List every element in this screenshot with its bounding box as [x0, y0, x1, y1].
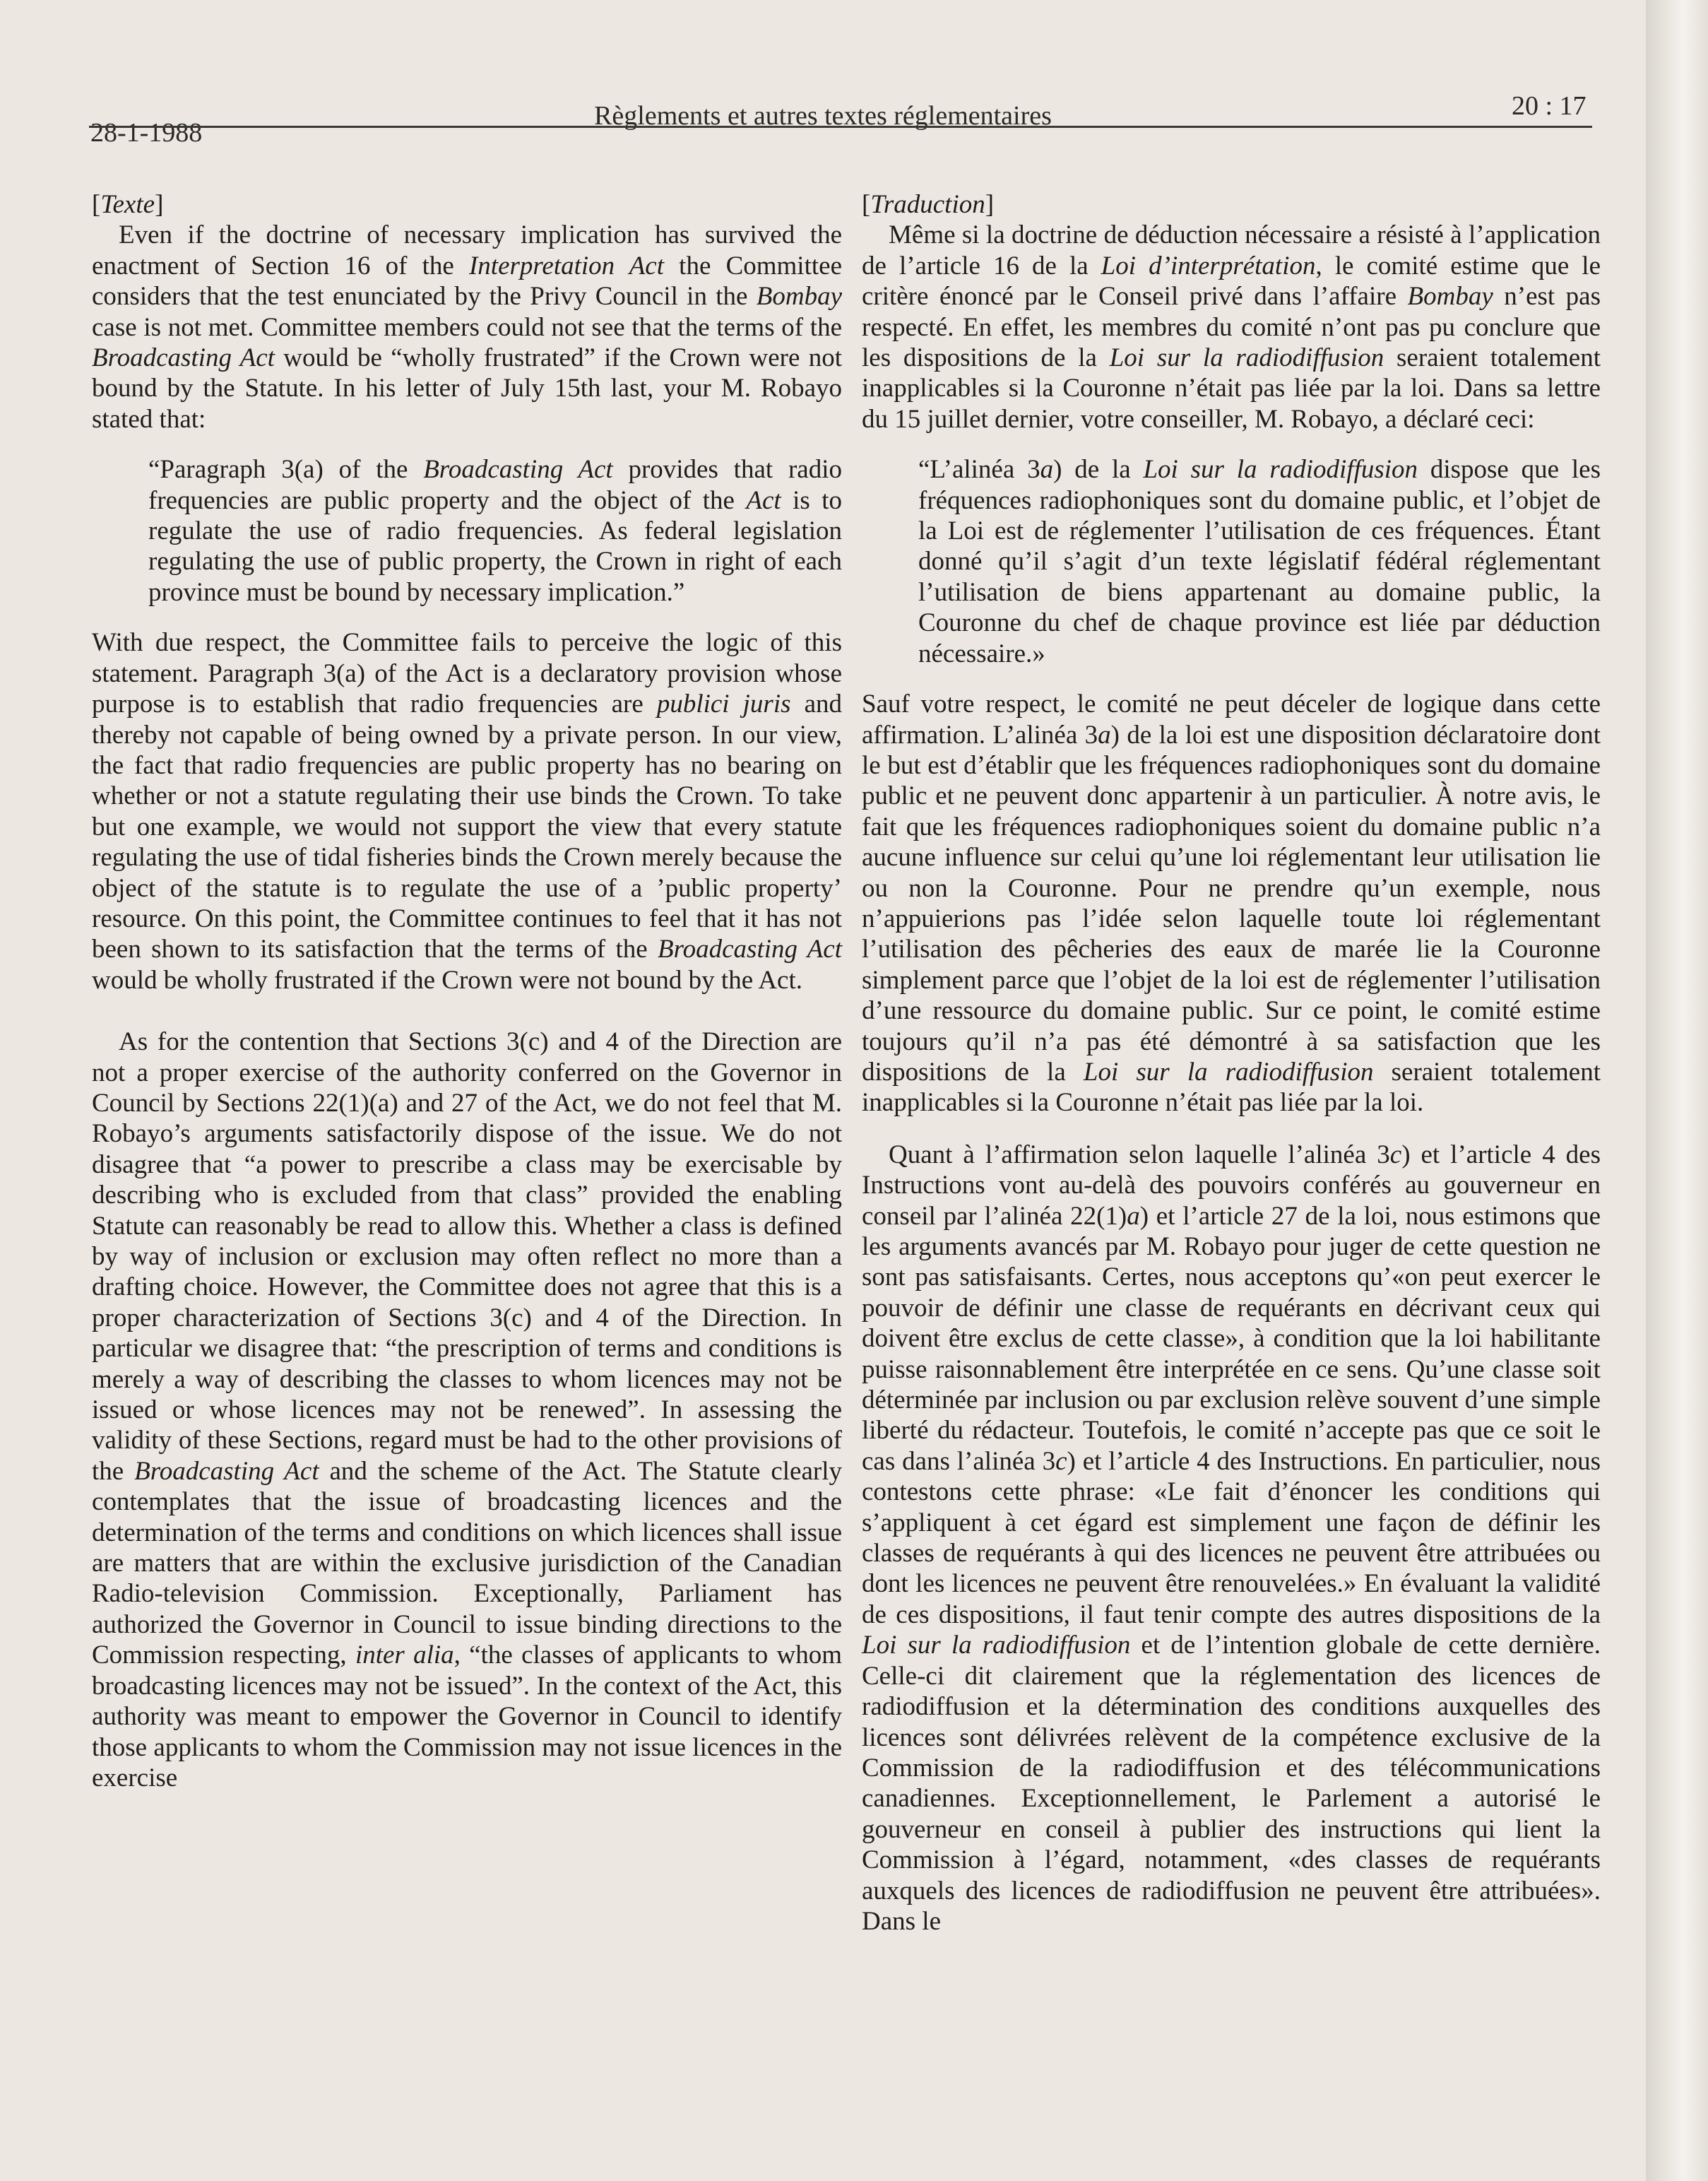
paragraph: Sauf votre respect, le comité ne peut déceler de logique dans cette affirmation. L’alinéa 3a) de la loi est une disposition déclaratoire dont le but est d’établir que les fréquences radiophoniques sont du domaine public et ne peuvent donc appartenir à un particulier. À notre avis, le fait que les fréquences radiophoniques soient du domaine public n’a aucune influence sur celui qu’une loi réglementant leur utilisation lie ou non la Couronne. Pour ne prendre qu’un exemple, nous n’appuierions pas l’idée selon laquelle toute loi réglementant l’utilisation des pêcheries des eaux de marée lie la Couronne simplement parce que l’objet de la loi est de réglementer l’utilisation d’une ressource du domaine public. Sur ce point, le comité estime toujours qu’il n’a pas été démontré à sa satisfaction que les dispositions de la Loi sur la radiodiffusion seraient totalement inapplicables si la Couronne n’était pas liée par la loi. [862, 690, 1601, 1118]
paragraph: Même si la doctrine de déduction nécessaire a résisté à l’application de l’article 16 de la Loi d’interprétation, le comité estime que le critère énoncé par le Conseil privé dans l’affaire Bombay n’est pas respecté. En effet, les membres du comité n’ont pas pu conclure que les dispositions de la Loi sur la radiodiffusion seraient totalement inapplicables si la Couronne n’était pas liée par la loi. Dans sa lettre du 15 juillet dernier, votre conseiller, M. Robayo, a déclaré ceci: [862, 220, 1601, 434]
paragraph: Quant à l’affirmation selon laquelle l’alinéa 3c) et l’article 4 des Instructions vont au-delà des pouvoirs conférés au gouverneur en conseil par l’alinéa 22(1)a) et l’article 27 de la loi, nous estimons que les arguments avancés par M. Robayo pour juger de cette question ne sont pas satisfaisants. Certes, nous acceptons qu’«on peut exercer le pouvoir de définir une classe de requérants en décrivant ceux qui doivent être exclus de cette classe», à condition que la loi habilitante puisse raisonnablement être interprétée en ce sens. Qu’une classe soit déterminée par inclusion ou par exclusion relève souvent d’une simple liberté du rédacteur. Toutefois, le comité n’accepte pas que ce soit le cas dans l’alinéa 3c) et l’article 4 des Instructions. En particulier, nous contestons cette phrase: «Le fait d’énoncer les conditions qui s’appliquent à cet égard est simplement une façon de définir les classes de requérants à qui des licences ne peuvent être attribuées ou dont les licences ne peuvent être renouvelées.» En évaluant la validité de ces dispositions, il faut tenir compte des autres dispositions de la Loi sur la radiodiffusion et de l’intention globale de cette dernière. Celle-ci dit clairement que la réglementation des licences de radiodiffusion et la détermination des conditions auxquelles des licences sont délivrées relèvent de la compétence exclusive de la Commission de la radiodiffusion et des télécommunications canadiennes. Exceptionnellement, le Parlement a autorisé le gouverneur en conseil à publier des instructions qui lient la Commission à l’égard, notamment, «des classes de requérants auxquels des licences de radiodiffusion ne peuvent être attribuées». Dans le [862, 1140, 1601, 1936]
section-label-texte: [Texte] [92, 190, 164, 219]
header-rule [89, 126, 1592, 128]
page-header [0, 0, 1646, 155]
block-quote: “L’alinéa 3a) de la Loi sur la radiodiffusion dispose que les fréquences radiophoniques sont du domaine public, et l’objet de la Loi est de réglementer l’utilisation de ces fréquences. Étant donné qu’il s’agit d’un texte législatif fédéral réglementant l’utilisation de biens appartenant au domaine public, la Couronne du chef de chaque province est liée par déduction nécessaire.» [918, 455, 1601, 668]
paragraph: As for the contention that Sections 3(c) and 4 of the Direction are not a proper exercise of the authority conferred on the Governor in Council by Sections 22(1)(a) and 27 of the Act, we do not feel that M. Robayo’s arguments satisfactorily dispose of the issue. We do not disagree that “a power to prescribe a class may be exercisable by describing who is excluded from that class” provided the enabling Statute can reasonably be read to allow this. Whether a class is defined by way of inclusion or exclusion may often reflect no more than a drafting choice. However, the Committee does not agree that this is a proper characterization of Sections 3(c) and 4 of the Direction. In particular we disagree that: “the prescription of terms and conditions is merely a way of describing the classes to whom licences may not be issued or whose licences may not be renewed”. In assessing the validity of these Sections, regard must be had to the other provisions of the Broadcasting Act and the scheme of the Act. The Statute clearly contemplates that the issue of broadcasting licences and the determination of the terms and conditions on which licences shall issue are matters that are within the exclusive jurisdiction of the Canadian Radio-television Commission. Exceptionally, Parliament has authorized the Governor in Council to issue binding directions to the Commission respecting, inter alia, “the classes of applicants to whom broadcasting licences may not be issued”. In the context of the Act, this authority was meant to empower the Governor in Council to identify those applicants to whom the Commission may not issue licences in the exercise [92, 1027, 843, 1792]
french-column [862, 175, 1601, 1937]
block-quote: “Paragraph 3(a) of the Broadcasting Act provides that radio frequencies are public property and the object of the Act is to regulate the use of radio frequencies. As federal legislation regulating the use of public property, the Crown in right of each province must be bound by necessary implication.” [148, 455, 842, 607]
page-edge [1646, 0, 1708, 2181]
header-date: 28-1-1988 [90, 118, 203, 148]
header-page-number: 20 : 17 [1512, 91, 1587, 121]
paragraph: With due respect, the Committee fails to perceive the logic of this statement. Paragraph 3(a) of the Act is a declaratory provision whose purpose is to establish that radio frequencies are publici juris and thereby not capable of being owned by a private person. In our view, the fact that radio frequencies are public property has no bearing on whether or not a statute regulating their use binds the Crown. To take but one example, we would not support the view that every statute regulating the use of tidal fisheries binds the Crown merely because the object of the statute is to regulate the use of a ’public property’ resource. On this point, the Committee continues to feel that it has not been shown to its satisfaction that the terms of the Broadcasting Act would be wholly frustrated if the Crown were not bound by the Act. [92, 628, 842, 995]
section-label-traduction: [Traduction] [862, 190, 995, 219]
english-column [92, 175, 842, 1793]
header-title: Règlements et autres textes réglementaires [594, 101, 1052, 131]
paragraph: Even if the doctrine of necessary implication has survived the enactment of Section 16 of the Interpretation Act the Committee considers that the test enunciated by the Privy Council in the Bombay case is not met. Committee members could not see that the terms of the Broadcasting Act would be “wholly frustrated” if the Crown were not bound by the Statute. In his letter of July 15th last, your M. Robayo stated that: [92, 220, 842, 434]
